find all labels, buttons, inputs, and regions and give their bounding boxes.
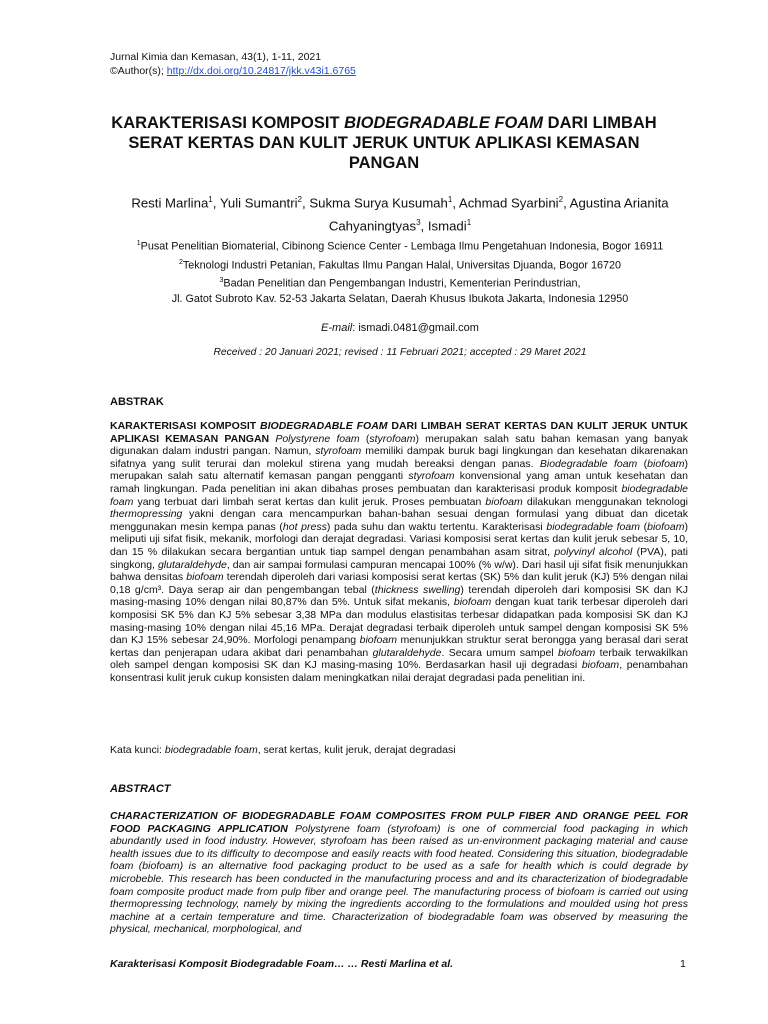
author-affiliation-mark: 2 [297, 195, 302, 204]
author-affiliation-mark: 3 [416, 218, 421, 228]
author-name: Yuli Sumantri [219, 195, 298, 211]
author-name: Agustina Arianita Cahyaningtyas [328, 195, 669, 234]
page-number: 1 [680, 958, 686, 970]
abstract-heading: ABSTRACT [110, 783, 171, 795]
received-date: Received : 20 Januari 2021 [213, 347, 339, 358]
email-label: E-mail [321, 322, 353, 334]
affiliation-line [100, 273, 700, 292]
paper-title: KARAKTERISASI KOMPOSIT BIODEGRADABLE FOAM DARI LIMBAH SERAT KERTAS DAN KULIT JERUK UNTUK APLIKASI KEMASAN PANGAN [111, 114, 657, 172]
abstrak-italic-term: biofoam [485, 495, 523, 508]
abstrak-text-run: memiliki dampak buruk bagi lingkungan dan kesehatan dikarenakan sifatnya yang sulit terurai dan molekul stirena yang mudah bereaksi dengan panas. [110, 445, 688, 470]
affiliation-mark: 1 [136, 240, 141, 247]
abstrak-italic-term: styrofoam [369, 432, 416, 445]
abstrak-italic-term: biofoam [186, 571, 224, 584]
abstrak-text-run: ( [637, 457, 648, 470]
abstrak-italic-term: Polystyrene foam [275, 432, 360, 445]
author-affiliation-mark: 1 [447, 195, 453, 204]
author-name: Resti Marlina [131, 195, 209, 211]
abstrak-title: KARAKTERISASI KOMPOSIT BIODEGRADABLE FOAM DARI LIMBAH SERAT KERTAS DAN KULIT JERUK UNTUK APLIKASI KEMASAN PANGAN [110, 420, 688, 445]
copyright-label: ©Author(s); [110, 65, 167, 77]
abstrak-italic-term: styrofoam [315, 445, 362, 458]
author-separator: , [563, 195, 570, 211]
abstrak-italic-term: biofoam [647, 457, 685, 470]
author-list [105, 190, 695, 237]
journal-header [110, 50, 356, 78]
doi-link[interactable]: http://dx.doi.org/10.24817/jkk.v43i1.6765 [166, 65, 356, 77]
abstrak-italic-term: thermopressing [110, 508, 183, 521]
abstrak-text-run: yakni dengan cara mencampurkan bahan-bahan sesuai dengan formulasi yang dibuat dan dicetak menggunakan mesin kempa panas ( [110, 508, 688, 533]
author-affiliation-mark: 1 [466, 218, 472, 228]
affiliation-line [100, 236, 700, 255]
author-affiliation-mark: 2 [558, 195, 564, 204]
affiliation-line [100, 292, 700, 307]
affiliation-text: Teknologi Industri Petanian, Fakultas Ilmu Pangan Halal, Universitas Djuanda, Bogor 16720 [182, 259, 622, 272]
abstrak-italic-term: Biodegradable foam [539, 457, 638, 470]
abstrak-text-run: konvensional yang aman untuk kesehatan dan ramah lingkungan. Pada penelitian ini akan dibahas proses pembuatan dan karakterisasi produk komposit [110, 470, 688, 495]
abstrak-italic-term: biodegradable foam [110, 482, 688, 508]
affiliation-mark: 2 [178, 258, 183, 266]
abstrak-italic-term: biofoam [647, 520, 685, 533]
author-separator: , [212, 195, 220, 211]
keywords: Kata kunci: biodegradable foam, serat kertas, kulit jeruk, derajat degradasi [110, 744, 456, 756]
abstrak-text-run: menunjukkan struktur serat berongga yang berasal dari serat kertas dan penjerapan udara akibat dari penambahan [110, 634, 688, 659]
abstrak-italic-term: biofoam [359, 634, 397, 647]
abstrak-body [110, 420, 688, 684]
abstrak-italic-term: hot press [282, 520, 327, 533]
affiliation-text: Jl. Gatot Subroto Kav. 52-53 Jakarta Selatan, Daerah Khusus Ibukota Jakarta, Indonesia 12950 [171, 292, 629, 305]
abstrak-text-run: terbaik terwakilkan oleh sampel dengan komposisi SK dan KJ masing-masing 10%. Berdasarkan hasil uji degradasi [110, 646, 688, 672]
abstract-text: Polystyrene foam (styrofoam) is one of commercial food packaging in which abundantly used in food industry. However, styrofoam has been raised as un-environment packaging material and cause health issues due to its difficulty to decompose and easily reacts with food heated. Considering this situation, biodegradable foam (biofoam) is an alternative food packaging product to be used as a safe for health which is could degrade by microbeble. This research has been conducted in the manufacturing process and and its characterization of biodegradable foam composite product made from pulp fiber and orange peel. The manufacturing process of biofoam is carried out using thermopressing technology, namely by mixing the ingredients according to the formulations and moulded using hot press machine at a certain temperature and time. Characterization of biodegradable foam was observed by measuring the physical, mechanical, morphological, and [110, 822, 688, 936]
abstrak-text-run: ( [359, 432, 370, 445]
abstrak-italic-term: thickness swelling [374, 583, 461, 596]
abstrak-text [110, 433, 688, 684]
abstrak-italic-term: glutaraldehyde [157, 558, 227, 571]
abstrak-text-run: , penambahan konsentrasi kulit jeruk cukup konsisten dalam meningkatkan nilai derajat degradasi pada penelitian ini. [110, 659, 689, 684]
abstract-body [110, 810, 688, 936]
abstrak-text-run: yang terbuat dari limbah serat kertas dan kulit jeruk. Proses pembuatan [133, 495, 486, 508]
abstrak-text-run: ) meliputi uji sifat fisik, mekanik, morfologi dan derajat degradasi. Variasi komposisi serat kertas dan kulit jeruk sebesar 5, 10, dan 15 % dilakukan secara bergantian untuk tiap sampel dengan penambahan asam sitrat, [110, 520, 688, 558]
abstrak-text-run: (PVA), pati singkong, [110, 545, 688, 571]
author-name: Ismadi [427, 218, 467, 234]
affiliation-text: Badan Penelitian dan Pengembangan Industri, Kementerian Perindustrian, [223, 277, 581, 290]
author-name: Achmad Syarbini [458, 195, 559, 211]
affiliations [100, 236, 700, 307]
author-separator: , [301, 195, 310, 211]
author-separator: , [452, 195, 459, 211]
abstrak-text-run: dilakukan menggunakan teknologi [522, 495, 688, 508]
running-footer: Karakterisasi Komposit Biodegradable Foam… … Resti Marlina et al. [110, 958, 454, 970]
abstrak-italic-term: biofoam [557, 646, 596, 659]
affiliation-line [100, 255, 700, 274]
affiliation-text: Pusat Penelitian Biomaterial, Cibinong Science Center - Lembaga Ilmu Pengetahuan Indonesia, Bogor 16911 [140, 240, 664, 253]
abstrak-italic-term: styrofoam [408, 470, 455, 483]
author-affiliation-mark: 1 [208, 195, 213, 204]
email-value: : ismadi.0481@gmail.com [352, 322, 479, 334]
submission-dates [100, 347, 700, 358]
abstract-title: CHARACTERIZATION OF BIODEGRADABLE FOAM COMPOSITES FROM PULP FIBER AND ORANGE PEEL FOR FOOD PACKAGING APPLICATION [110, 810, 688, 835]
revised-date: ; revised : 11 Februari 2021 [338, 347, 465, 358]
abstrak-text-run: terendah diperoleh dari variasi komposisi serat kertas (SK) 5% dan kulit jeruk (KJ) 5% dengan nilai 0,18 g/cm³. Daya serap air dan pengembangan tebal ( [110, 571, 688, 596]
abstrak-text-run: ) merupakan salah satu alternatif kemasan pangan pengganti [110, 457, 688, 483]
accepted-date: ; accepted : 29 Maret 2021 [464, 347, 587, 358]
abstrak-text-run: ( [639, 520, 648, 533]
abstrak-italic-term: biofoam [581, 659, 620, 672]
author-doi-line [110, 64, 356, 78]
abstrak-italic-term: glutaraldehyde [372, 646, 442, 659]
abstrak-italic-term: polyvinyl alcohol [554, 545, 633, 558]
abstrak-text-run: , dan air sampai formulasi campuran mencapai 100% (% w/w). Dari hasil uji sifat fisik menunjukkan bahwa densitas [110, 558, 688, 584]
abstrak-text-run: ) terendah diperoleh dari komposisi SK dan KJ masing-masing 10% dengan nilai 80,87% dan 5%. Untuk sifat mekanis, [110, 583, 688, 609]
abstrak-italic-term: biofoam [453, 596, 492, 609]
abstrak-text-run: ) merupakan salah satu bahan kemasan yang banyak digunakan dalam industri pangan. Namun, [110, 432, 689, 458]
abstrak-text-run: dengan kuat tarik terbesar diperoleh dari komposisi SK 5% dan KJ 5% sebesar 3,38 MPa dan modulus elastisitas terbesar didapatkan pada komposisi SK dan KJ masing-masing 10% dengan nilai 45,16 MPa. Derajat degradasi terbaik diperoleh untuk sampel dengan komposisi SK 5% dan KJ 15% sebesar 24,90%. Morfologi penampang [110, 596, 688, 647]
abstrak-text-run: ) pada suhu dan waktu tertentu. Karakterisasi [326, 520, 547, 533]
author-separator: , [420, 218, 428, 234]
abstrak-heading: ABSTRAK [110, 396, 164, 408]
abstrak-text-run: . Secara umum sampel [441, 646, 558, 659]
affiliation-mark: 3 [219, 277, 224, 285]
journal-citation: Jurnal Kimia dan Kemasan, 43(1), 1-11, 2021 [110, 51, 322, 63]
abstrak-italic-term: biodegradable foam [546, 520, 640, 533]
contact-email [100, 322, 700, 334]
author-name: Sukma Surya Kusumah [309, 195, 448, 211]
